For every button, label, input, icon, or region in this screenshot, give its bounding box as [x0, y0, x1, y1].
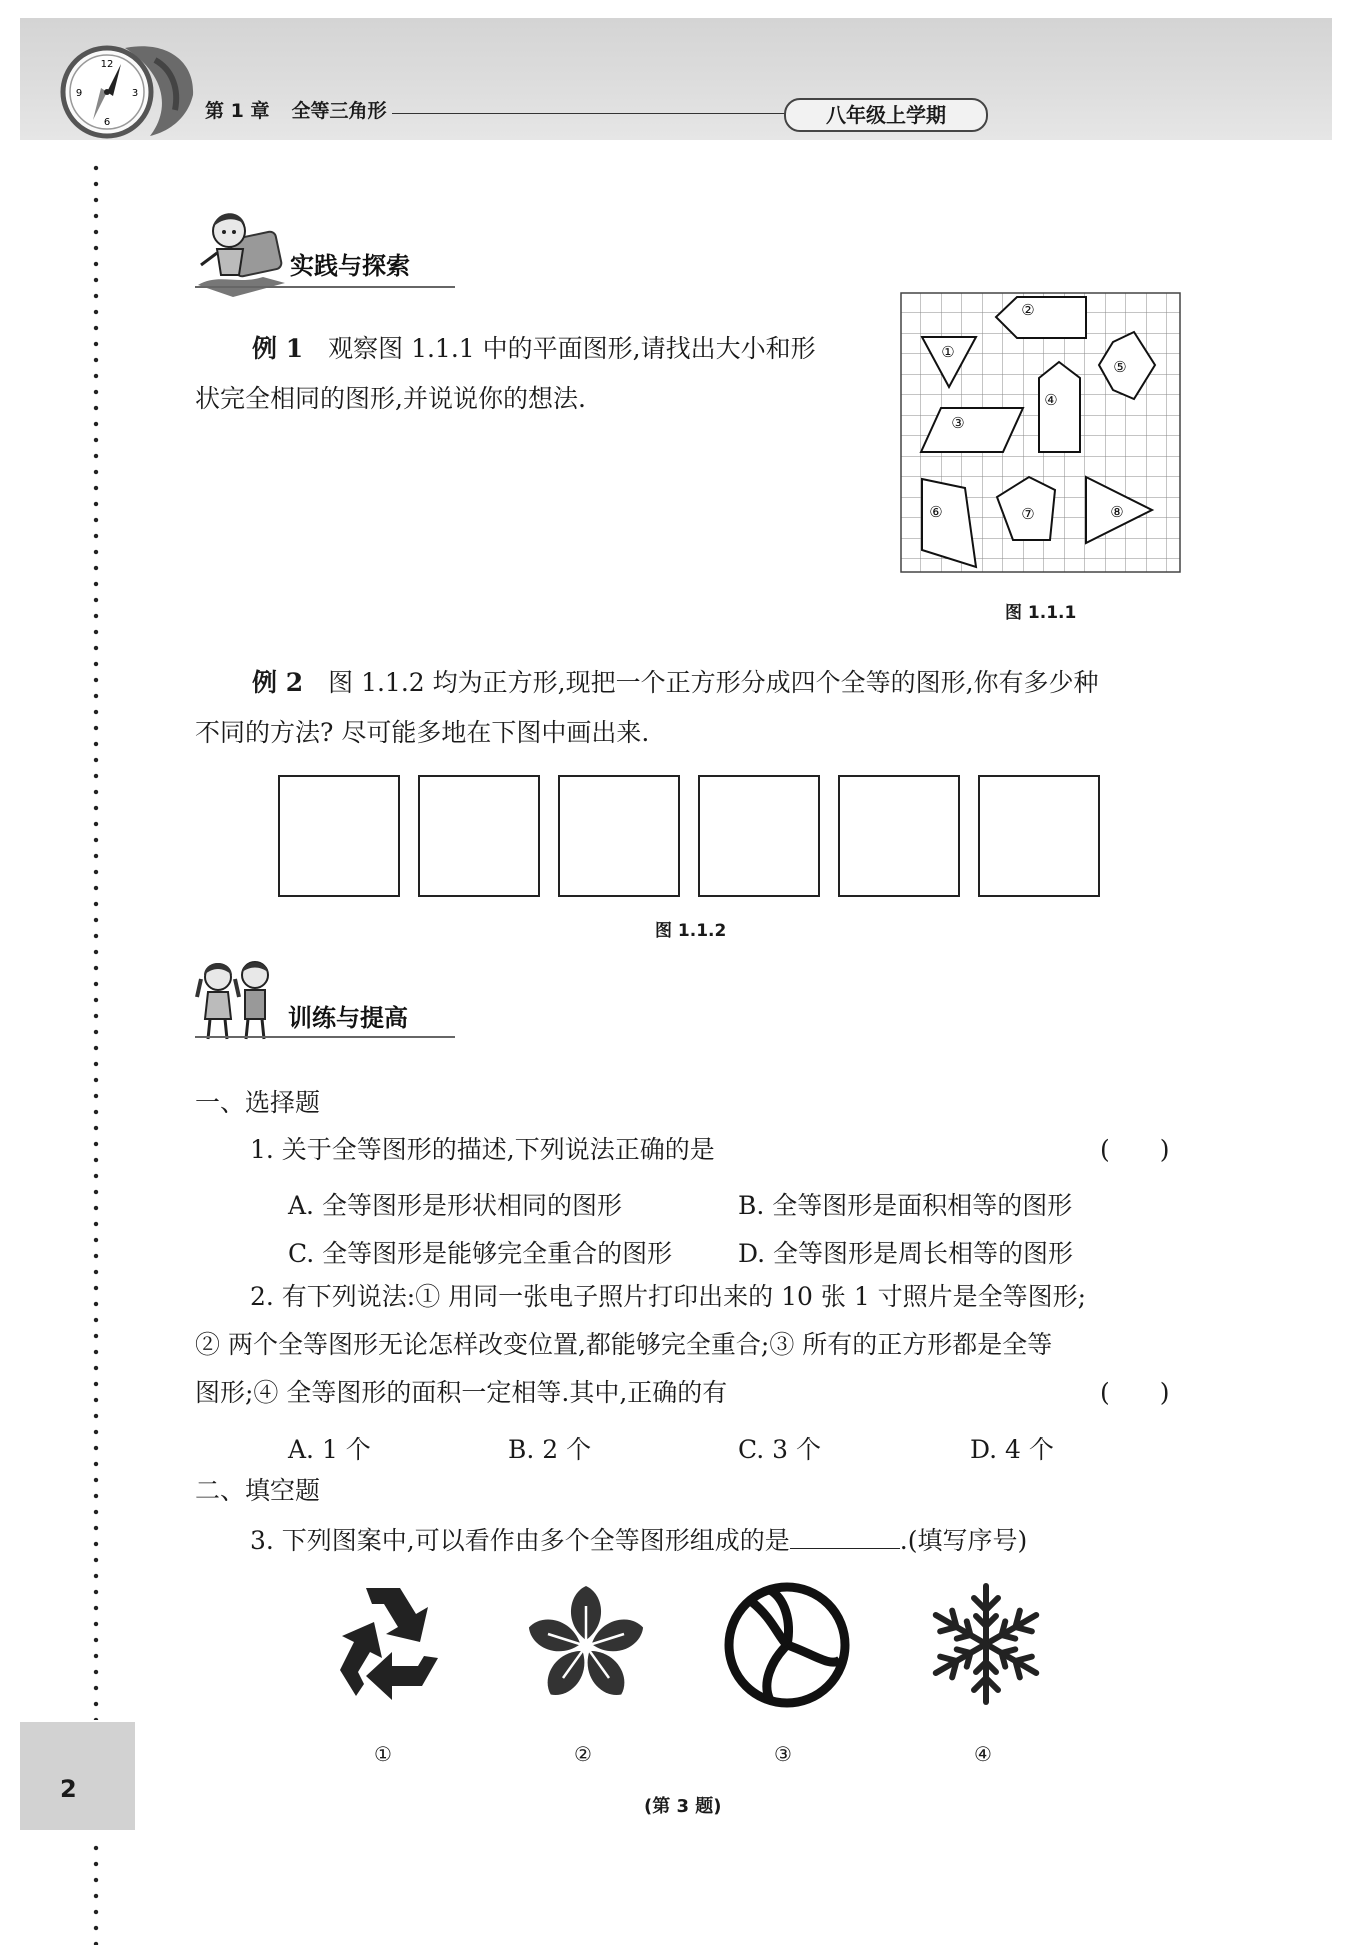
q2-line1: 2. 有下列说法:① 用同一张电子照片打印出来的 10 张 1 寸照片是全等图形;: [250, 1282, 1087, 1311]
snowflake-pattern-icon: [922, 1580, 1050, 1708]
example2-line2: 不同的方法? 尽可能多地在下图中画出来.: [195, 718, 650, 747]
example1-line1: [252, 336, 816, 361]
q3-stem-before: 3. 下列图案中,可以看作由多个全等图形组成的是: [250, 1526, 790, 1555]
pattern-label-1: ①: [374, 1742, 392, 1766]
example1-text1: 观察图 1.1.1 中的平面图形,请找出大小和形: [328, 334, 816, 363]
q1-option-b[interactable]: B. 全等图形是面积相等的图形: [738, 1191, 1073, 1220]
part2-heading: 二、填空题: [195, 1476, 321, 1505]
shape-2-pentagon: [996, 297, 1086, 338]
pattern-label-2: ②: [574, 1742, 592, 1766]
clock-number-6: 6: [103, 117, 111, 128]
two-kids-mascot-icon: [193, 957, 283, 1043]
clock-number-9: 9: [75, 88, 83, 99]
example2-text1: 图 1.1.2 均为正方形,现把一个正方形分成四个全等的图形,你有多少种: [328, 668, 1099, 697]
section-rule-training: [195, 1036, 455, 1038]
q1-option-a[interactable]: A. 全等图形是形状相同的图形: [288, 1191, 622, 1220]
clock-number-12: 12: [100, 59, 114, 70]
example2-label: 例 2: [252, 668, 304, 697]
figure-1-1-1-caption: 图 1.1.1: [1005, 603, 1077, 623]
example1-line2: 状完全相同的图形,并说说你的想法.: [195, 384, 586, 413]
section-title-training: 训练与提高: [288, 1004, 408, 1032]
section-rule-practice: [195, 286, 455, 288]
q1-answer-bracket[interactable]: ( ): [1100, 1135, 1170, 1164]
q2-answer-bracket[interactable]: ( ): [1100, 1378, 1170, 1407]
chapter-title: 全等三角形: [291, 100, 387, 122]
shape-label-4: ④: [1044, 391, 1058, 409]
drawing-square-2[interactable]: [418, 775, 540, 897]
figure-1-1-1-grid: [900, 292, 1182, 574]
volleyball-pattern-icon: [722, 1580, 852, 1710]
drawing-square-4[interactable]: [698, 775, 820, 897]
shape-label-5: ⑤: [1113, 358, 1127, 376]
shape-label-1: ①: [941, 343, 955, 361]
q2-option-b[interactable]: B. 2 个: [508, 1435, 592, 1464]
pattern-label-4: ④: [974, 1742, 992, 1766]
chapter-number: 第 1 章: [205, 100, 270, 122]
shape-label-6: ⑥: [929, 503, 943, 521]
q1-stem: 1. 关于全等图形的描述,下列说法正确的是: [250, 1135, 715, 1164]
q2-option-d[interactable]: D. 4 个: [970, 1435, 1054, 1464]
compass-clock-icon: [55, 40, 205, 140]
q1-option-d[interactable]: D. 全等图形是周长相等的图形: [738, 1239, 1074, 1268]
q2-line3: 图形;④ 全等图形的面积一定相等.其中,正确的有: [195, 1378, 728, 1407]
flower-pattern-icon: [522, 1580, 650, 1708]
drawing-square-6[interactable]: [978, 775, 1100, 897]
shape-label-8: ⑧: [1110, 503, 1124, 521]
drawing-square-1[interactable]: [278, 775, 400, 897]
section-title-practice: 实践与探索: [290, 252, 410, 280]
q3-answer-blank[interactable]: [790, 1526, 900, 1549]
part1-heading: 一、选择题: [195, 1088, 321, 1117]
recycle-pattern-icon: [322, 1580, 450, 1708]
grade-badge: 八年级上学期: [784, 98, 988, 132]
pattern-label-3: ③: [774, 1742, 792, 1766]
q3-stem-after: .(填写序号): [899, 1526, 1028, 1555]
margin-dots-top: [93, 160, 99, 1720]
chapter-label: [205, 96, 408, 123]
page-number-tab: [20, 1722, 135, 1830]
example1-label: 例 1: [252, 334, 304, 363]
q2-option-c[interactable]: C. 3 个: [738, 1435, 821, 1464]
q2-option-a[interactable]: A. 1 个: [288, 1435, 371, 1464]
q2-line2: ② 两个全等图形无论怎样改变位置,都能够完全重合;③ 所有的正方形都是全等: [195, 1330, 1053, 1359]
drawing-square-5[interactable]: [838, 775, 960, 897]
clock-number-3: 3: [131, 88, 139, 99]
header-rule: [392, 113, 792, 114]
figure-1-1-2-caption: 图 1.1.2: [655, 921, 727, 941]
q3-caption: (第 3 题): [644, 1796, 722, 1817]
drawing-square-3[interactable]: [558, 775, 680, 897]
shape-label-7: ⑦: [1021, 505, 1035, 523]
example2-line1: [252, 670, 1099, 695]
page-number: 2: [60, 1775, 77, 1803]
q1-option-c[interactable]: C. 全等图形是能够完全重合的图形: [288, 1239, 673, 1268]
q3-stem: [250, 1526, 1027, 1553]
shape-label-3: ③: [951, 414, 965, 432]
margin-dots-bottom: [93, 1840, 99, 1945]
shape-label-2: ②: [1021, 301, 1035, 319]
